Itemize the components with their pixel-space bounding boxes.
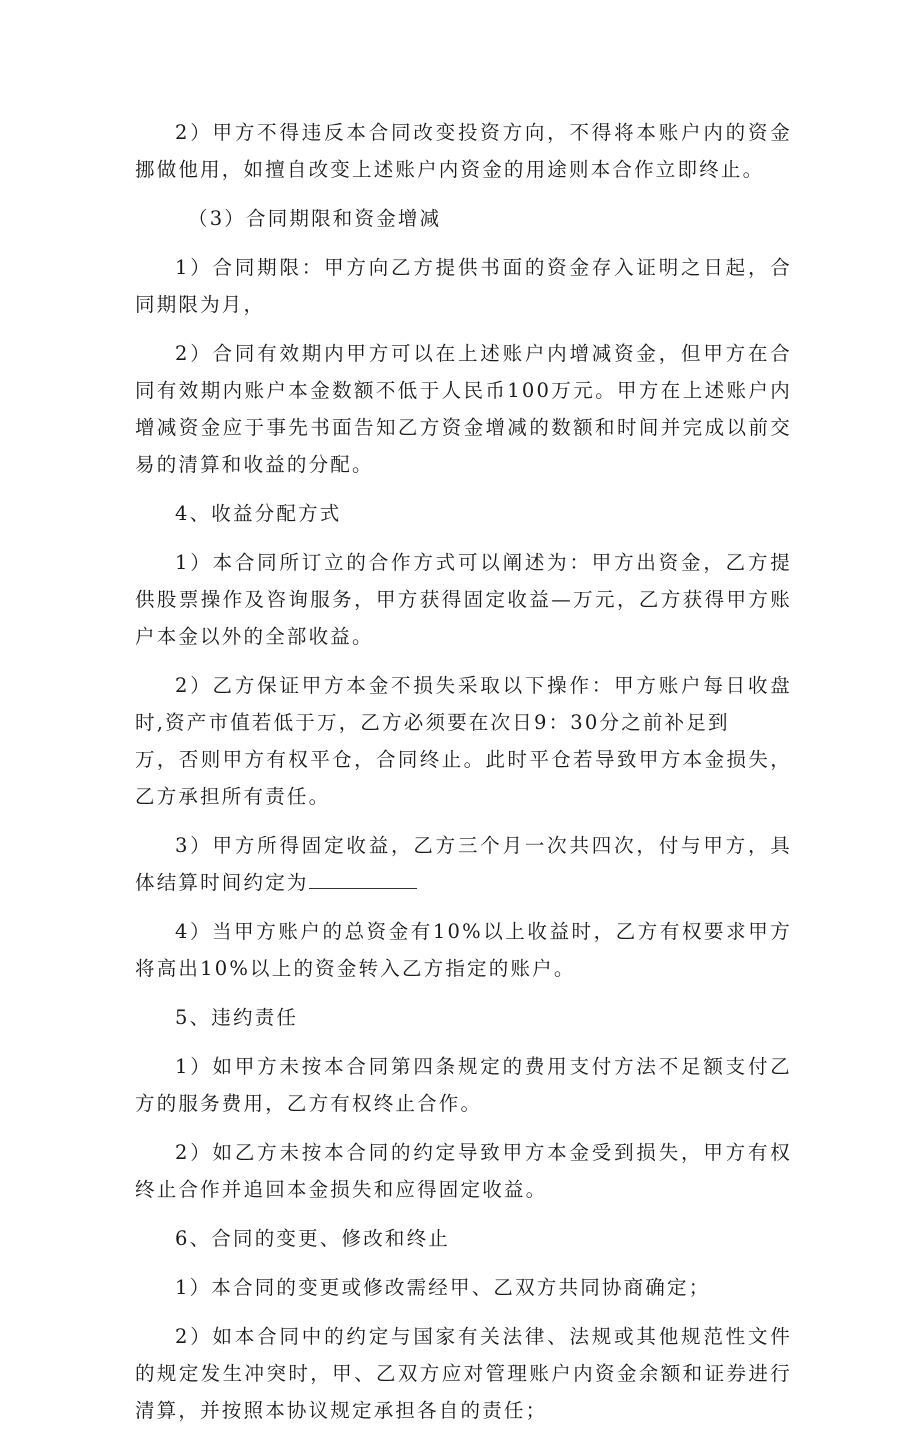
paragraph-legal-conflict: 2）如本合同中的约定与国家有关法律、法规或其他规范性文件的规定发生冲突时，甲、乙双方应对管理账户内资金余额和证券进行清算，并按照本协议规定承担各自的责任； [135,1325,792,1422]
section-heading-contract-term: （3）合同期限和资金增减 [188,207,442,230]
settlement-time-blank-line [309,866,417,889]
paragraph-principal-guarantee: 2）乙方保证甲方本金不损失采取以下操作：甲方账户每日收盘时,资产市值若低于万，乙方必须要在次日9：30分之前补足到 [135,674,792,734]
paragraph-clause-2-2: 2）甲方不得违反本合同改变投资方向，不得将本账户内的资金挪做他用，如擅自改变上述账户内资金的用途则本合作立即终止。 [135,121,792,181]
section-heading-contract-change: 6、合同的变更、修改和终止 [175,1227,451,1250]
settlement-text: 3）甲方所得固定收益，乙方三个月一次共四次，付与甲方，具体结算时间约定为 [135,834,792,894]
paragraph-breach-party-b: 2）如乙方未按本合同的约定导致甲方本金受到损失，甲方有权终止合作并追回本金损失和应得固定收益。 [135,1141,792,1201]
paragraph-cooperation-method: 1）本合同所订立的合作方式可以阐述为：甲方出资金，乙方提供股票操作及咨询服务，甲方获得固定收益—万元，乙方获得甲方账户本金以外的全部收益。 [135,551,792,648]
paragraph-breach-party-a: 1）如甲方未按本合同第四条规定的费用支付方法不足额支付乙方的服务费用，乙方有权终止合作。 [135,1055,792,1115]
section-heading-breach-liability: 5、违约责任 [175,1006,299,1029]
paragraph-contract-term: 1）合同期限：甲方向乙方提供书面的资金存入证明之日起，合同期限为月， [135,256,792,316]
paragraph-excess-profit-transfer: 4）当甲方账户的总资金有10%以上收益时，乙方有权要求甲方将高出10%以上的资金转入乙方指定的账户。 [135,920,792,980]
paragraph-fund-adjustment: 2）合同有效期内甲方可以在上述账户内增减资金，但甲方在合同有效期内账户本金数额不低于人民币100万元。甲方在上述账户内增减资金应于事先书面告知乙方资金增减的数额和时间并完成以前交易的清算和收益的分配。 [135,342,792,476]
paragraph-fixed-income-settlement [135,827,792,901]
section-heading-profit-distribution: 4、收益分配方式 [175,502,342,525]
paragraph-change-consultation: 1）本合同的变更或修改需经甲、乙双方共同协商确定； [175,1276,711,1299]
paragraph-principal-guarantee-continued: 万，否则甲方有权平仓，合同终止。此时平仓若导致甲方本金损失，乙方承担所有责任。 [135,748,792,808]
